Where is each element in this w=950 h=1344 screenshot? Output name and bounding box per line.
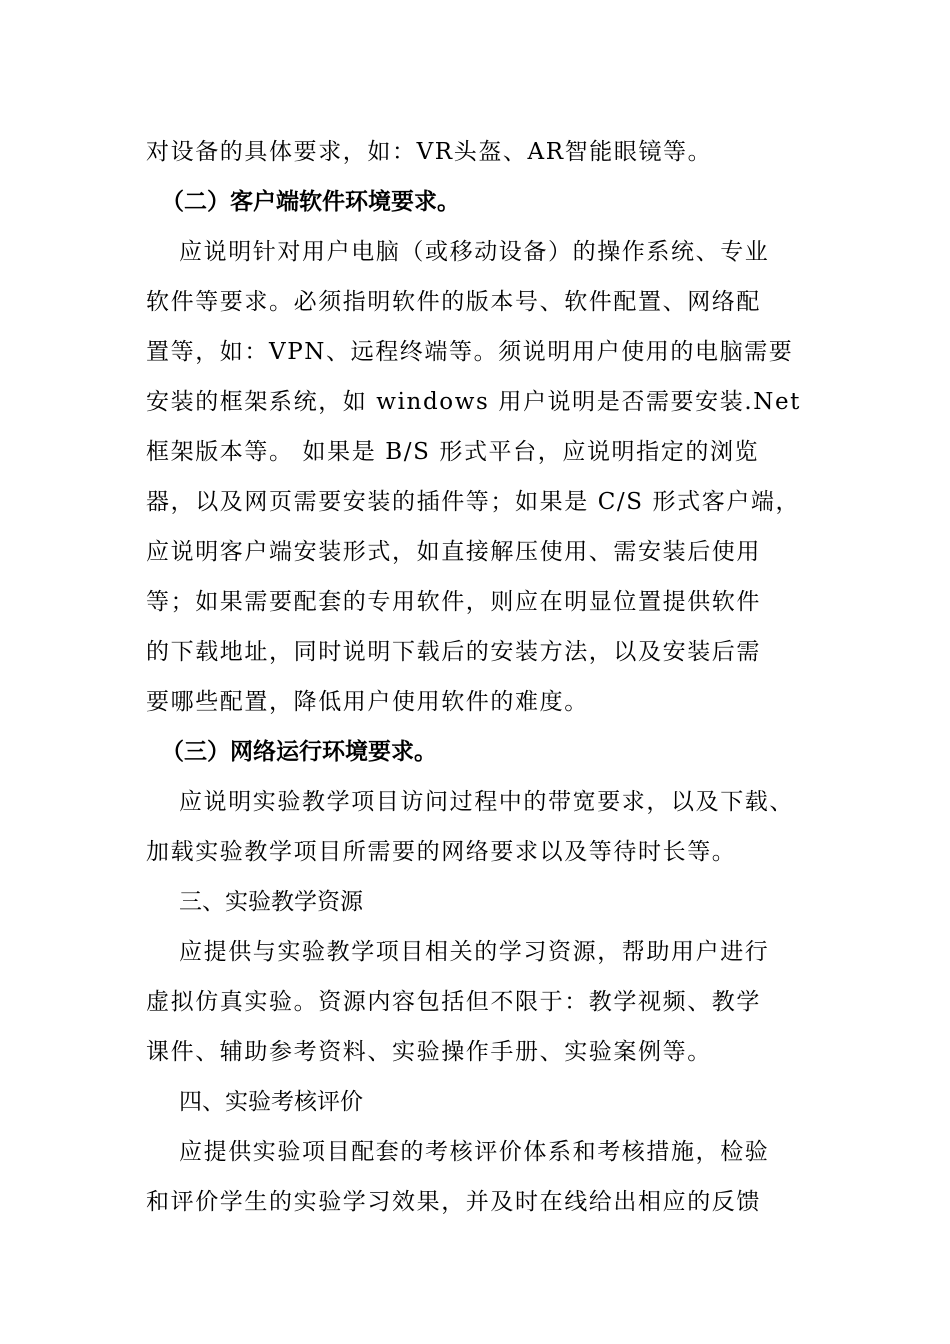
paragraph-line: 应说明实验教学项目访问过程中的带宽要求，以及下载、	[179, 789, 794, 815]
paragraph-line: 和评价学生的实验学习效果，并及时在线给出相应的反馈	[146, 1189, 761, 1215]
subsection-heading: （二）客户端软件环境要求。	[161, 188, 460, 215]
paragraph-line: 加载实验教学项目所需要的网络要求以及等待时长等。	[146, 839, 737, 865]
subsection-heading: （三）网络运行环境要求。	[161, 738, 437, 765]
paragraph-line: 器，以及网页需要安装的插件等；如果是 C/S 形式客户端，	[146, 489, 801, 515]
paragraph-line: 课件、辅助参考资料、实验操作手册、实验案例等。	[146, 1039, 712, 1065]
paragraph-line: 软件等要求。必须指明软件的版本号、软件配置、网络配	[146, 289, 761, 315]
paragraph-line: 置等，如：VPN、远程终端等。须说明用户使用的电脑需要	[146, 339, 794, 365]
section-heading: 四、实验考核评价	[179, 1089, 363, 1115]
section-heading: 三、实验教学资源	[179, 889, 363, 915]
paragraph-line: 框架版本等。 如果是 B/S 形式平台，应说明指定的浏览	[146, 439, 760, 465]
paragraph-line: 应提供实验项目配套的考核评价体系和考核措施，检验	[179, 1139, 770, 1165]
paragraph-line: 要哪些配置，降低用户使用软件的难度。	[146, 689, 589, 715]
paragraph-line: 应说明针对用户电脑（或移动设备）的操作系统、专业	[179, 239, 770, 265]
paragraph-line: 应说明客户端安装形式，如直接解压使用、需安装后使用	[146, 539, 761, 565]
paragraph-line: 的下载地址，同时说明下载后的安装方法，以及安装后需	[146, 639, 761, 665]
paragraph-line: 对设备的具体要求，如：VR头盔、AR智能眼镜等。	[146, 139, 713, 165]
paragraph-line: 等；如果需要配套的专用软件，则应在明显位置提供软件	[146, 589, 761, 615]
paragraph-line: 安装的框架系统，如 windows 用户说明是否需要安装.Net	[146, 389, 802, 415]
paragraph-line: 应提供与实验教学项目相关的学习资源，帮助用户进行	[179, 939, 770, 965]
paragraph-line: 虚拟仿真实验。资源内容包括但不限于：教学视频、教学	[146, 989, 761, 1015]
